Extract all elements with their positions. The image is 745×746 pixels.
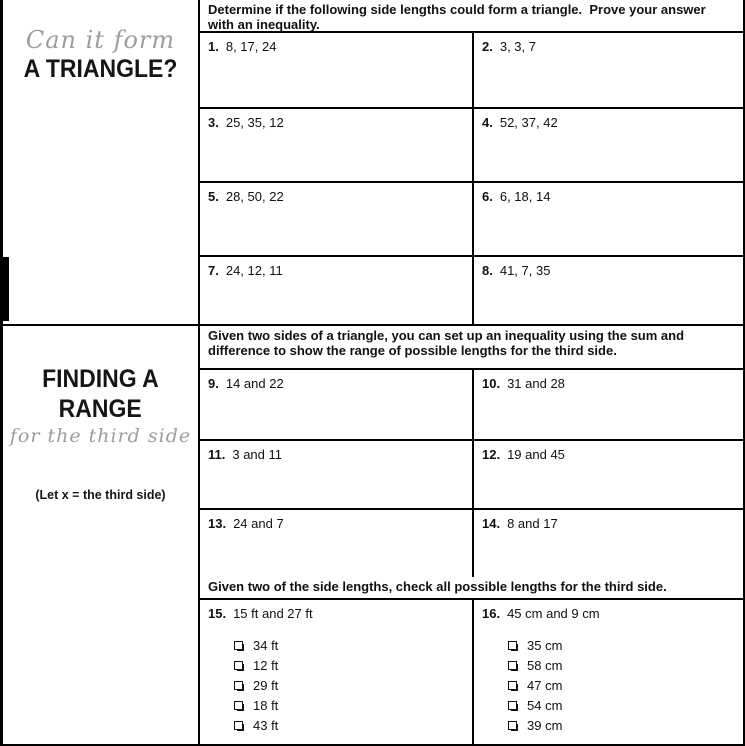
- problem-values: 31 and 28: [507, 376, 565, 391]
- checkbox-icon[interactable]: [234, 681, 243, 690]
- options-list: [508, 635, 735, 735]
- option-label: 12 ft: [253, 657, 279, 673]
- problem-number: 2.: [482, 39, 493, 54]
- section1-instruction: Determine if the following side lengths could form a triangle. Prove your answer with an inequality.: [200, 0, 743, 33]
- checkbox-option[interactable]: [234, 655, 464, 675]
- problem-number: 3.: [208, 115, 219, 130]
- problem-number: 11.: [208, 447, 226, 462]
- section2-script-title: for the third side: [9, 425, 192, 447]
- problem-cell-8: [474, 255, 743, 324]
- problem-number: 9.: [208, 376, 219, 391]
- checkbox-icon[interactable]: [234, 641, 243, 650]
- problem-cell-4: [474, 107, 743, 181]
- check-problem-header: [208, 606, 464, 621]
- checkbox-option[interactable]: [234, 695, 464, 715]
- problem-number: 16.: [482, 606, 501, 621]
- section-finding-range: [3, 324, 743, 746]
- problem-values: 52, 37, 42: [499, 115, 558, 130]
- problem-values: 45 cm and 9 cm: [507, 606, 600, 621]
- section1-header: [3, 0, 200, 324]
- section1-body: [200, 0, 743, 324]
- checkbox-option[interactable]: [234, 675, 464, 695]
- problem-number: 14.: [482, 516, 501, 531]
- problem-number: 10.: [482, 376, 501, 391]
- problem-number: 13.: [208, 516, 227, 531]
- problem-cell-9: [200, 370, 474, 439]
- problem-number: 1.: [208, 39, 219, 54]
- problem-values: 15 ft and 27 ft: [233, 606, 313, 621]
- problem-number: 8.: [482, 263, 493, 278]
- checkbox-icon[interactable]: [508, 641, 517, 650]
- problem-values: 28, 50, 22: [225, 189, 284, 204]
- problem-cell-12: [474, 439, 743, 508]
- section2-problem-grid: [200, 370, 743, 577]
- checkbox-option[interactable]: [234, 635, 464, 655]
- checkbox-option[interactable]: [508, 655, 735, 675]
- problem-cell-11: [200, 439, 474, 508]
- check-problem-grid: [200, 600, 743, 746]
- problem-cell-1: [200, 33, 474, 107]
- option-label: 39 cm: [527, 717, 563, 733]
- checkbox-icon[interactable]: [234, 721, 243, 730]
- option-label: 29 ft: [253, 677, 279, 693]
- checkbox-icon[interactable]: [508, 721, 517, 730]
- section1-main-title: A TRIANGLE?: [23, 55, 178, 83]
- problem-values: 41, 7, 35: [499, 263, 551, 278]
- check-problem-16: [474, 600, 743, 746]
- problem-cell-14: [474, 508, 743, 577]
- problem-cell-6: [474, 181, 743, 255]
- problem-values: 25, 35, 12: [225, 115, 284, 130]
- section-can-it-form: [3, 0, 743, 324]
- checkbox-option[interactable]: [508, 715, 735, 735]
- option-label: 47 cm: [527, 677, 563, 693]
- scan-artifact: [3, 257, 9, 321]
- option-label: 35 cm: [527, 637, 563, 653]
- check-problem-header: [482, 606, 735, 621]
- checkbox-option[interactable]: [508, 635, 735, 655]
- option-label: 43 ft: [253, 717, 279, 733]
- option-label: 54 cm: [527, 697, 563, 713]
- checkbox-icon[interactable]: [508, 681, 517, 690]
- problem-values: 14 and 22: [225, 376, 284, 391]
- problem-cell-3: [200, 107, 474, 181]
- problem-values: 8 and 17: [507, 516, 558, 531]
- check-instruction: Given two of the side lengths, check all possible lengths for the third side.: [200, 577, 743, 600]
- check-problem-15: [200, 600, 474, 746]
- problem-number: 4.: [482, 115, 493, 130]
- problem-cell-13: [200, 508, 474, 577]
- section1-problem-grid: [200, 33, 743, 324]
- section2-body: [200, 326, 743, 746]
- checkbox-option[interactable]: [508, 675, 735, 695]
- section2-main-title-line1: FINDING A: [42, 365, 159, 393]
- checkbox-icon[interactable]: [234, 661, 243, 670]
- problem-values: 3, 3, 7: [499, 39, 536, 54]
- problem-values: 19 and 45: [507, 447, 565, 462]
- problem-values: 24, 12, 11: [225, 263, 283, 278]
- problem-values: 8, 17, 24: [225, 39, 277, 54]
- checkbox-icon[interactable]: [508, 661, 517, 670]
- options-list: [234, 635, 464, 735]
- problem-cell-5: [200, 181, 474, 255]
- problem-values: 6, 18, 14: [499, 189, 551, 204]
- problem-values: 3 and 11: [232, 447, 282, 462]
- checkbox-icon[interactable]: [508, 701, 517, 710]
- section1-script-title: Can it form: [25, 26, 176, 54]
- section2-instruction: Given two sides of a triangle, you can set up an inequality using the sum and difference to show the range of possible lengths for the third side.: [200, 326, 743, 370]
- problem-number: 6.: [482, 189, 493, 204]
- problem-number: 12.: [482, 447, 501, 462]
- problem-cell-10: [474, 370, 743, 439]
- section2-header: [3, 326, 200, 746]
- option-label: 18 ft: [253, 697, 279, 713]
- problem-number: 5.: [208, 189, 219, 204]
- problem-cell-7: [200, 255, 474, 324]
- checkbox-option[interactable]: [234, 715, 464, 735]
- section2-note: (Let x = the third side): [35, 488, 166, 502]
- problem-number: 7.: [208, 263, 219, 278]
- checkbox-icon[interactable]: [234, 701, 243, 710]
- problem-values: 24 and 7: [233, 516, 284, 531]
- problem-cell-2: [474, 33, 743, 107]
- section2-main-title-line2: RANGE: [58, 395, 143, 423]
- problem-number: 15.: [208, 606, 227, 621]
- checkbox-option[interactable]: [508, 695, 735, 715]
- option-label: 34 ft: [253, 637, 279, 653]
- option-label: 58 cm: [527, 657, 563, 673]
